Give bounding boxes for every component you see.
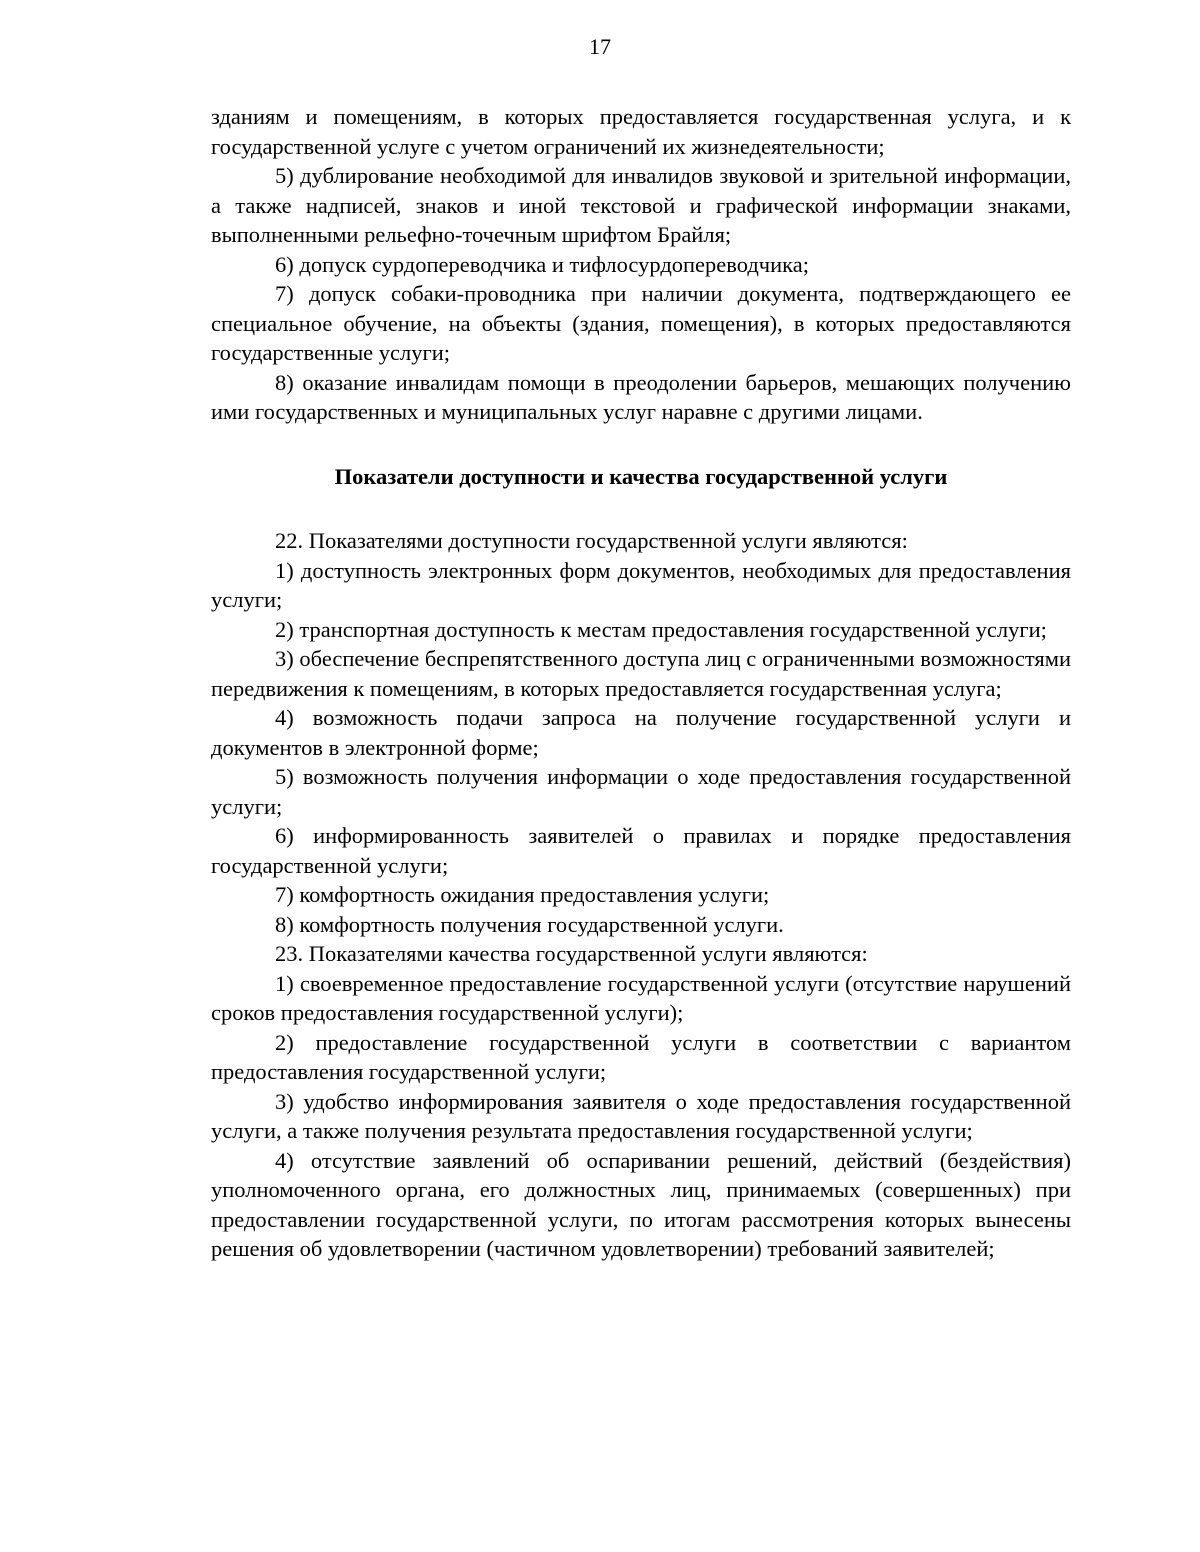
paragraph: 3) обеспечение беспрепятственного доступа лиц с ограниченными возможностями передвижения к помещениям, в которых предоставляется государственная услуга; [211, 646, 1071, 701]
section-heading: Показатели доступности и качества государственной услуги [334, 463, 948, 489]
paragraph: 22. Показателями доступности государственной услуги являются: [275, 528, 908, 553]
paragraph: 4) отсутствие заявлений об оспаривании решений, действий (бездействия) уполномоченного органа, его должностных лиц, принимаемых (совершенных) при предоставлении государственной услуги, по итогам рассмотрения которых вынесены решения об удовлетворении (частичном удовлетворении) требований заявителей; [211, 1147, 1071, 1261]
paragraph: 4) возможность подачи запроса на получение государственной услуги и документов в электронной форме; [211, 705, 1071, 760]
paragraph: 6) допуск сурдопереводчика и тифлосурдопереводчика; [275, 251, 809, 277]
paragraph: 5) дублирование необходимой для инвалидов звуковой и зрительной информации, а также надписей, знаков и иной текстовой и графической информации знаками, выполненными рельефно-точечным шрифтом Брайля; [211, 163, 1071, 247]
paragraph: 7) допуск собаки-проводника при наличии документа, подтверждающего ее специальное обучение, на объекты (здания, помещения), в которых предоставляются государственные услуги; [211, 281, 1071, 365]
paragraph: 6) информированность заявителей о правилах и порядке предоставления государственной услуги; [211, 823, 1071, 878]
paragraph: 2) предоставление государственной услуги в соответствии с вариантом предоставления государственной услуги; [211, 1029, 1071, 1084]
paragraph: 5) возможность получения информации о ходе предоставления государственной услуги; [211, 764, 1071, 819]
page-number: 17 [589, 34, 611, 59]
paragraph: 8) оказание инвалидам помощи в преодолении барьеров, мешающих получению ими государственных и муниципальных услуг наравне с другими лицами. [211, 369, 1071, 424]
paragraph: 7) комфортность ожидания предоставления услуги; [275, 882, 770, 907]
document-body [211, 102, 1071, 1264]
paragraph: 8) комфортность получения государственной услуги. [275, 911, 784, 937]
paragraph: 1) своевременное предоставление государственной услуги (отсутствие нарушений сроков предоставления государственной услуги); [211, 970, 1071, 1025]
paragraph: 23. Показателями качества государственной услуги являются: [275, 941, 868, 966]
paragraph: зданиям и помещениям, в которых предоставляется государственная услуга, и к государственной услуге с учетом ограничений их жизнедеятельности; [211, 104, 1071, 159]
paragraph: 1) доступность электронных форм документов, необходимых для предоставления услуги; [211, 557, 1071, 612]
paragraph: 3) удобство информирования заявителя о ходе предоставления государственной услуги, а также получения результата предоставления государственной услуги; [211, 1088, 1071, 1143]
paragraph: 2) транспортная доступность к местам предоставления государственной услуги; [275, 616, 1047, 642]
